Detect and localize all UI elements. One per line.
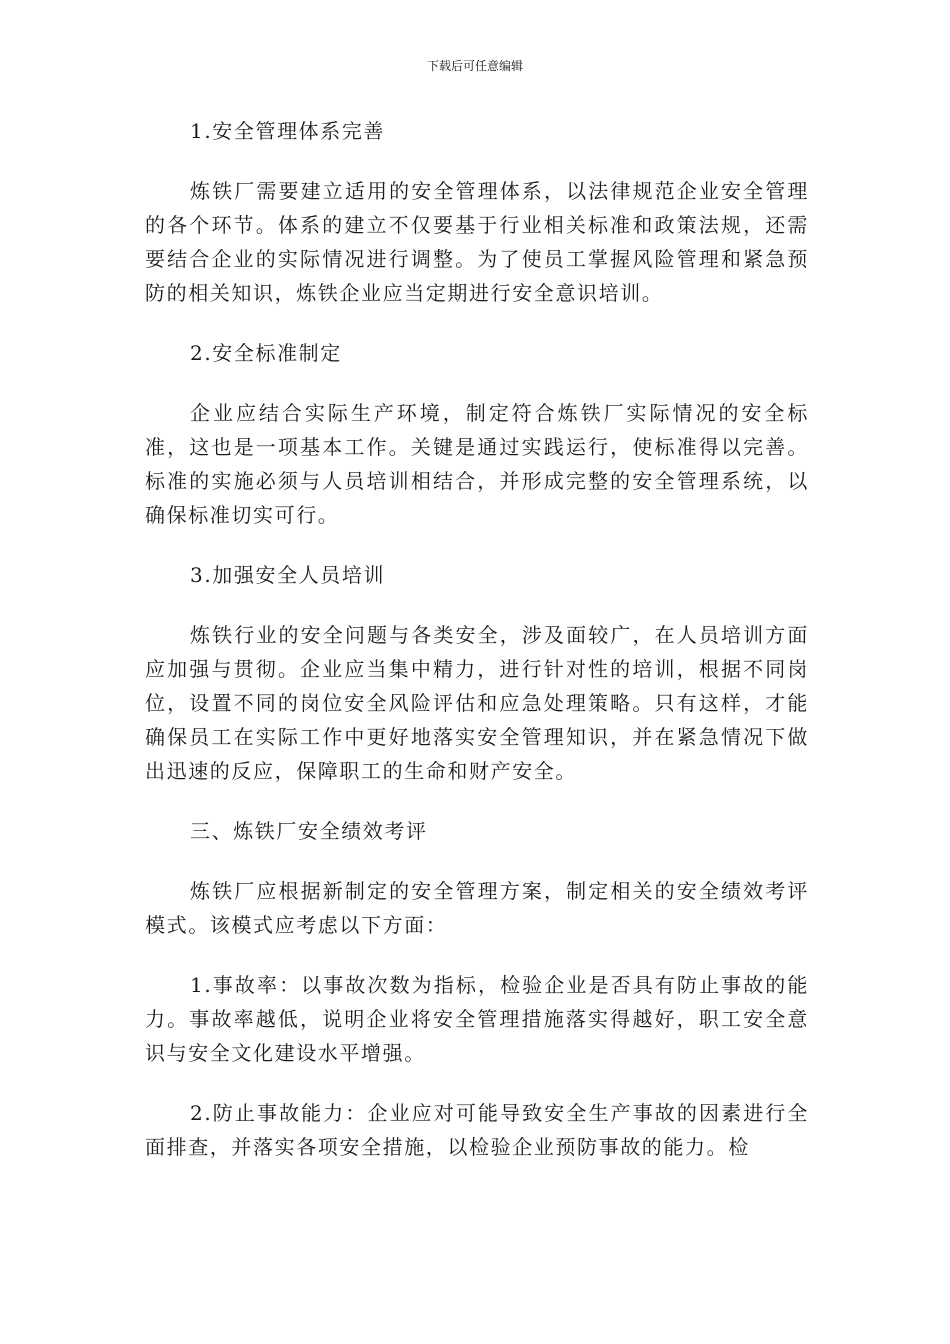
paragraph: 企业应结合实际生产环境，制定符合炼铁厂实际情况的安全标准，这也是一项基本工作。关键是通过实践运行，使标准得以完善。标准的实施必须与人员培训相结合，并形成完整的安全管理系统，以确保标准切实可行。 [145,401,809,527]
section-heading: 1.安全管理体系完善 [190,119,386,143]
section-heading: 三、炼铁厂安全绩效考评 [190,819,428,843]
document-body [145,114,809,1164]
section-heading: 3.加强安全人员培训 [190,563,386,587]
page-header: 下载后可任意编辑 [426,59,523,73]
paragraph: 2.防止事故能力：企业应对可能导致安全生产事故的因素进行全面排查，并落实各项安全措施，以检验企业预防事故的能力。检 [145,1101,809,1159]
paragraph: 1.事故率：以事故次数为指标，检验企业是否具有防止事故的能力。事故率越低，说明企业将安全管理措施落实得越好，职工安全意识与安全文化建设水平增强。 [145,973,809,1065]
paragraph: 炼铁行业的安全问题与各类安全，涉及面较广，在人员培训方面应加强与贯彻。企业应当集中精力，进行针对性的培训，根据不同岗位，设置不同的岗位安全风险评估和应急处理策略。只有这样，才能确保员工在实际工作中更好地落实安全管理知识，并在紧急情况下做出迅速的反应，保障职工的生命和财产安全。 [145,623,809,783]
section-heading: 2.安全标准制定 [190,341,342,365]
paragraph: 炼铁厂应根据新制定的安全管理方案，制定相关的安全绩效考评模式。该模式应考虑以下方面： [145,879,809,937]
paragraph: 炼铁厂需要建立适用的安全管理体系，以法律规范企业安全管理的各个环节。体系的建立不仅要基于行业相关标准和政策法规，还需要结合企业的实际情况进行调整。为了使员工掌握风险管理和紧急预防的相关知识，炼铁企业应当定期进行安全意识培训。 [145,179,809,305]
